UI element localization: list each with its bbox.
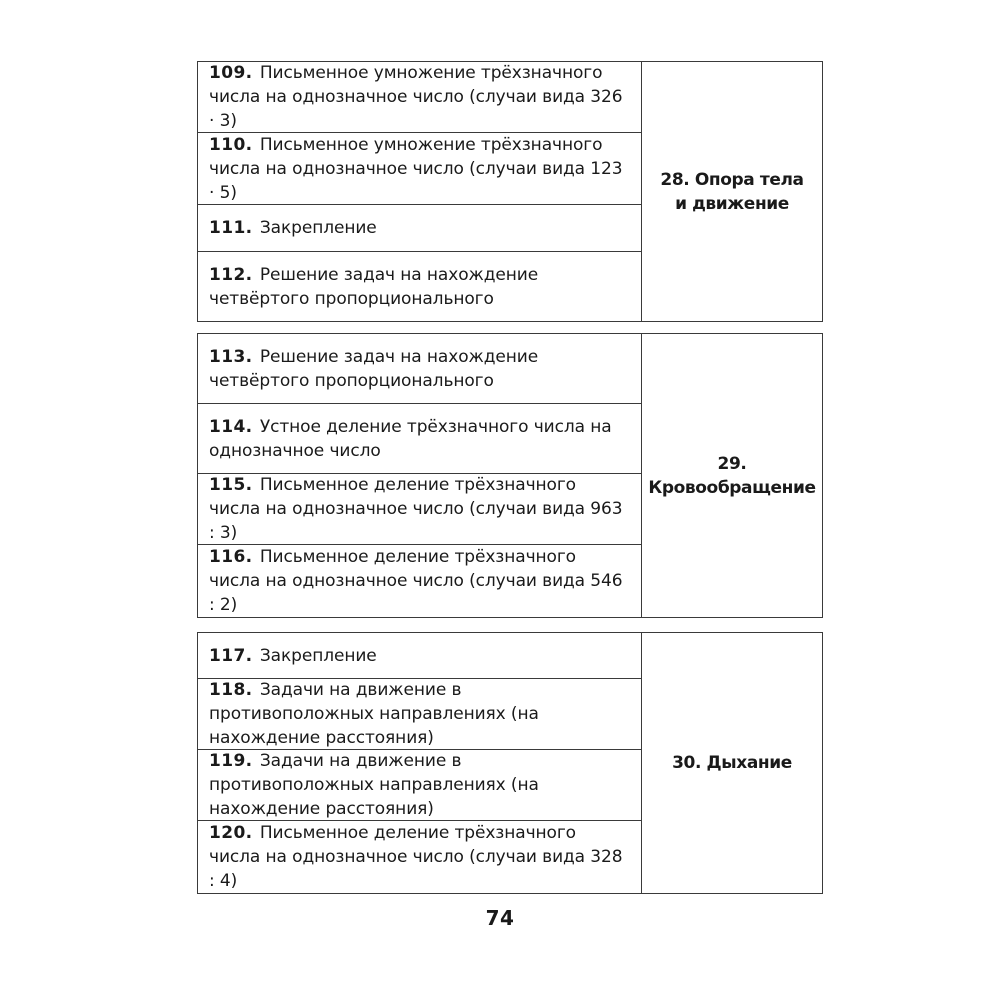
lesson-block-2 <box>197 333 823 618</box>
lesson-title: Письменное деление трёхзначного числа на однозначное число (случаи вида 328 : 4) <box>209 823 623 891</box>
lesson-row <box>198 205 641 252</box>
lesson-number: 111. <box>209 218 253 238</box>
lesson-row <box>198 474 641 545</box>
topic-cell <box>642 334 822 617</box>
lesson-number: 112. <box>209 264 253 285</box>
lesson-block-3 <box>197 632 823 894</box>
lesson-number: 118. <box>209 680 253 700</box>
lesson-number: 115. <box>209 475 253 495</box>
lesson-title: Задачи на движение в противоположных направлениях (на нахождение расстояния) <box>209 680 539 748</box>
lesson-title: Письменное умножение трёхзначного числа на однозначное число (случаи вида 326 · 3) <box>209 63 623 131</box>
lesson-number: 109. <box>209 63 253 83</box>
lesson-number: 120. <box>209 823 253 843</box>
topic-cell <box>642 62 822 321</box>
lesson-title: Решение задач на нахождение четвёртого пропорционального <box>209 264 539 309</box>
topic-cell <box>642 633 822 893</box>
lesson-row <box>198 750 641 821</box>
lesson-row <box>198 334 641 404</box>
topic-title-line: 30. Дыхание <box>672 753 792 773</box>
lessons-column <box>198 62 642 321</box>
lesson-title: Письменное деление трёхзначного числа на однозначное число (случаи вида 963 : 3) <box>209 475 623 543</box>
lesson-number: 116. <box>209 547 253 567</box>
lesson-title: Задачи на движение в противоположных направлениях (на нахождение расстояния) <box>209 751 539 819</box>
topic-title-line: и движение <box>675 193 789 214</box>
lesson-row <box>198 404 641 474</box>
lesson-title: Закрепление <box>259 218 377 238</box>
lesson-number: 117. <box>209 645 253 666</box>
lesson-title: Решение задач на нахождение четвёртого пропорционального <box>209 346 539 391</box>
lesson-title: Устное деление трёхзначного числа на однозначное число <box>209 416 612 461</box>
lesson-block-1 <box>197 61 823 322</box>
lesson-title: Письменное умножение трёхзначного числа на однозначное число (случаи вида 123 · 5) <box>209 134 623 203</box>
lesson-title: Письменное деление трёхзначного числа на однозначное число (случаи вида 546 : 2) <box>209 547 623 615</box>
lesson-row <box>198 633 641 679</box>
lesson-number: 119. <box>209 751 253 771</box>
topic-title-line: 29. Кровообращение <box>648 453 816 498</box>
lesson-row <box>198 252 641 321</box>
lessons-column <box>198 334 642 617</box>
lesson-row <box>198 133 641 205</box>
lesson-row <box>198 679 641 750</box>
topic-title-line: 28. Опора тела <box>660 169 804 190</box>
lesson-number: 110. <box>209 134 253 155</box>
lesson-number: 114. <box>209 416 253 437</box>
lesson-title: Закрепление <box>259 645 377 666</box>
lesson-number: 113. <box>209 346 253 367</box>
lesson-row <box>198 545 641 617</box>
page-number: 74 <box>485 906 515 930</box>
lesson-row <box>198 62 641 133</box>
lesson-row <box>198 821 641 893</box>
lessons-column <box>198 633 642 893</box>
